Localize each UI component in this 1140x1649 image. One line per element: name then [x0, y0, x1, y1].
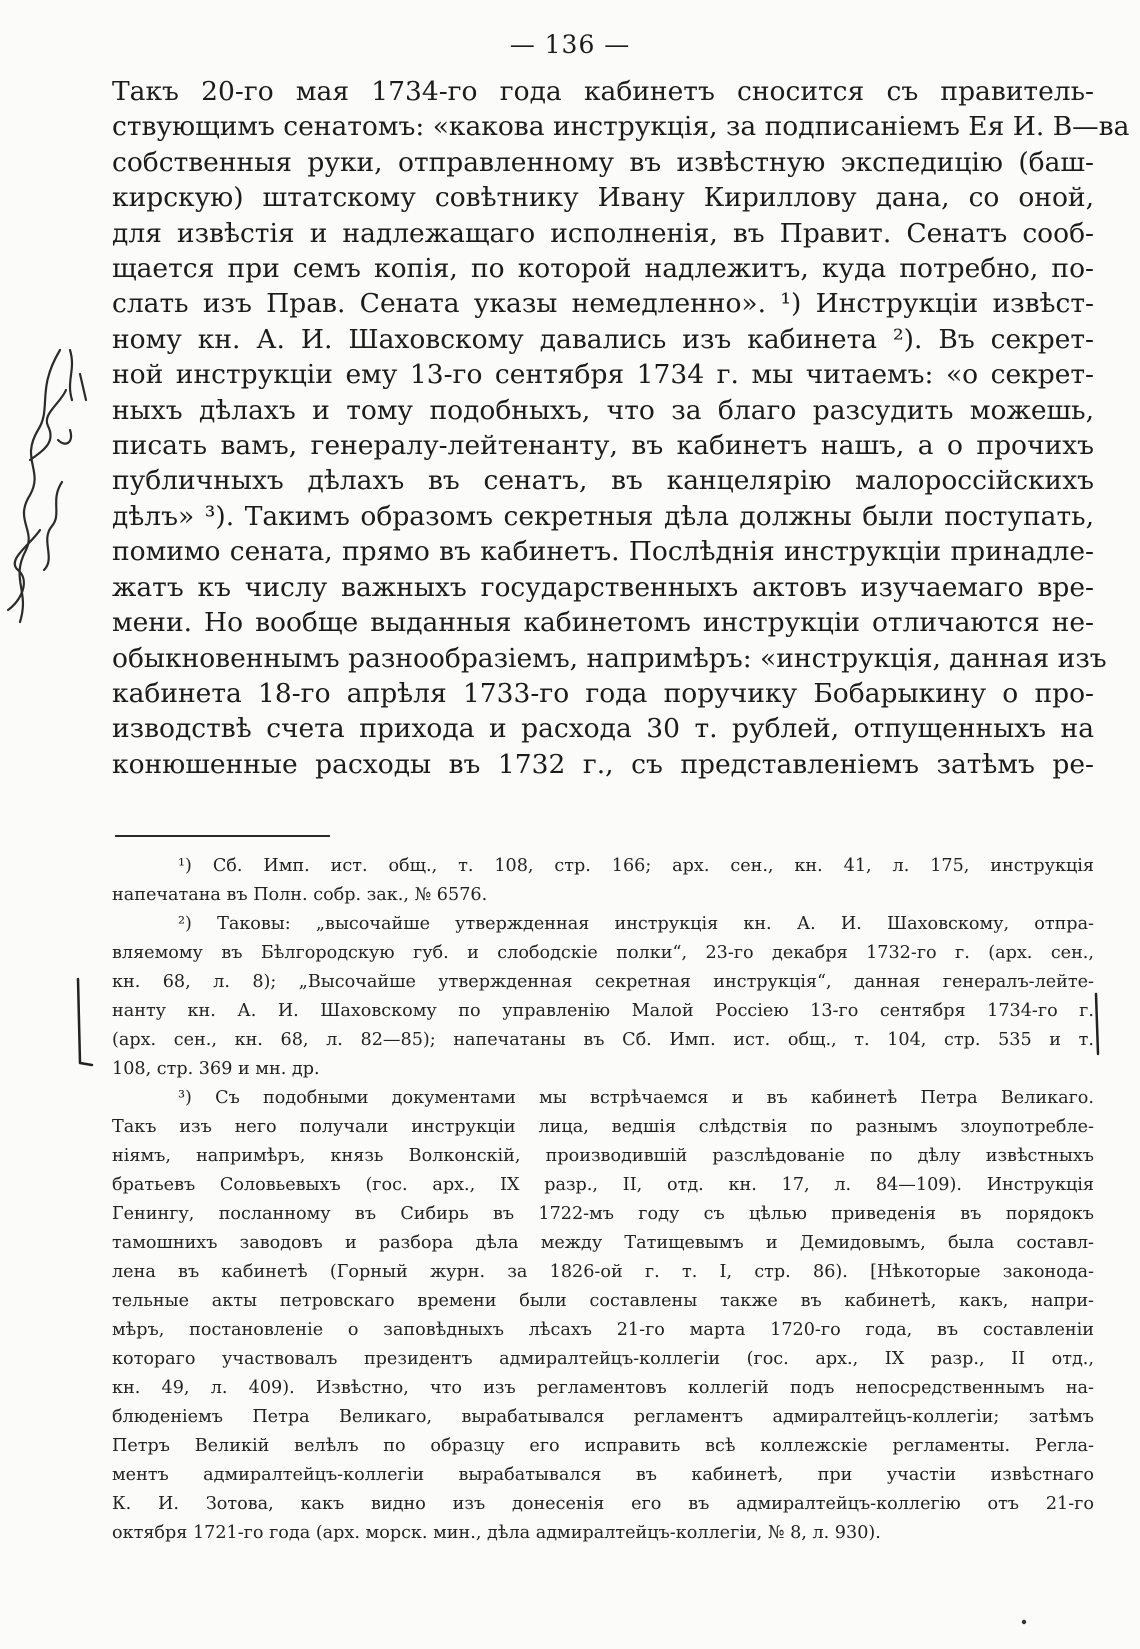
footnote-line: блюденіемъ Петра Великаго, вырабатывался регламентъ адмиралтейцъ-коллегіи; затѣмъ	[112, 1407, 1094, 1427]
text-line: писать вамъ, генералу-лейтенанту, въ кабинетъ нашъ, а о прочихъ	[112, 430, 1094, 462]
footnote-line: братьевъ Соловьевыхъ (гос. арх., IX разр., II, отд. кн. 17, л. 84—109). Инструкція	[112, 1175, 1094, 1195]
footnote-line: К. И. Зотова, какъ видно изъ донесенія его въ адмиралтейцъ-коллегію отъ 21-го	[112, 1494, 1094, 1514]
footnote-line: 108, стр. 369 и мн. др.	[112, 1059, 320, 1079]
text-line: собственныя руки, отправленному въ извѣстную экспедицію (баш-	[112, 146, 1094, 178]
text-line: ствующимъ сенатомъ: «какова инструкція, за подписаніемъ Ея И. В—ва	[112, 111, 1130, 143]
footnote-line: кн. 68, л. 8); „Высочайше утвержденная секретная инструкція“, данная генералъ-лейте-	[112, 972, 1094, 992]
footnote-line: напечатана въ Полн. собр. зак., № 6576.	[112, 885, 488, 905]
text-line: щается при семъ копія, по которой надлежитъ, куда потребно, по-	[112, 253, 1094, 285]
text-line: кирскую) штатскому совѣтнику Ивану Кириллову дана, со оной,	[112, 182, 1094, 214]
footnote-line: мѣръ, постановленіе о заповѣдныхъ лѣсахъ 21-го марта 1720-го года, въ составленіи	[112, 1320, 1094, 1340]
text-line: для извѣстія и надлежащаго исполненія, въ Правит. Сенатъ сооб-	[112, 217, 1094, 249]
footnote-line: тамошнихъ заводовъ и разбора дѣла между Татищевымъ и Демидовымъ, была составл-	[112, 1233, 1094, 1253]
text-line: дѣлъ» ³). Такимъ образомъ секретныя дѣла должны были поступать,	[112, 500, 1094, 532]
footnote-line: котораго участвовалъ президентъ адмиралтейцъ-коллегіи (гос. арх., IX разр., II отд.,	[112, 1349, 1094, 1369]
footnote-line: ²) Таковы: „высочайше утвержденная инструкція кн. А. И. Шаховскому, отпра-	[178, 914, 1094, 934]
ink-dot	[1020, 1618, 1028, 1626]
text-line: обыкновеннымъ разнообразіемъ, напримѣръ: «инструкція, данная изъ	[112, 642, 1107, 674]
text-line: изводствѣ счета прихода и расхода 30 т. рублей, отпущенныхъ на	[112, 713, 1094, 745]
footnote-line: ¹) Сб. Имп. ист. общ., т. 108, стр. 166; арх. сен., кн. 41, л. 175, инструкція	[178, 856, 1094, 876]
text-line: помимо сената, прямо въ кабинетъ. Послѣднія инструкціи принадле-	[112, 536, 1094, 568]
text-line: слать изъ Прав. Сената указы немедленно». ¹) Инструкціи извѣст-	[112, 288, 1094, 320]
footnote-line: Такъ изъ него получали инструкціи лица, ведшія слѣдствія по разнымъ злоупотребле-	[112, 1117, 1094, 1137]
text-line: жатъ къ числу важныхъ государственныхъ актовъ изучаемаго вре-	[112, 571, 1094, 603]
footnote-line: вляемому въ Бѣлгородскую губ. и слободскіе полки“, 23-го декабря 1732-го г. (арх. сен.,	[112, 943, 1094, 963]
footnote-line: тельные акты петровскаго времени были составлены также въ кабинетѣ, какъ, напри-	[112, 1291, 1094, 1311]
footnote-line: ментъ адмиралтейцъ-коллегіи вырабатывался въ кабинетѣ, при участіи извѣстнаго	[112, 1465, 1094, 1485]
main-text	[112, 74, 1130, 782]
text-line: ной инструкціи ему 13-го сентября 1734 г. мы читаемъ: «о секрет-	[112, 359, 1094, 391]
text-line: конюшенные расходы въ 1732 г., съ представленіемъ затѣмъ ре-	[112, 748, 1094, 780]
margin-bracket-right	[1088, 990, 1108, 1060]
footnote-line: (арх. сен., кн. 68, л. 82—85); напечатаны въ Сб. Имп. ист. общ., т. 104, стр. 535 и т.	[112, 1030, 1094, 1050]
text-line: ныхъ дѣлахъ и тому подобныхъ, что за благо разсудить можешь,	[112, 394, 1094, 426]
footnote-line: кн. 49, л. 409). Извѣстно, что изъ регламентовъ коллегій подъ непосредственнымъ на-	[112, 1378, 1094, 1398]
footnotes	[112, 852, 1094, 1548]
footnote-line: октября 1721-го года (арх. морск. мин., дѣла адмиралтейцъ-коллегіи, № 8, л. 930).	[112, 1523, 881, 1543]
page-number: — 136 —	[509, 30, 631, 59]
footnote-line: Петръ Великій велѣлъ по образцу его исправить всѣ коллежскіе регламенты. Регла-	[112, 1436, 1094, 1456]
handwritten-signature	[0, 330, 90, 640]
footnote-1	[112, 852, 1094, 910]
footnote-3	[112, 1084, 1094, 1548]
footnote-2	[112, 910, 1094, 1084]
text-line: кабинета 18-го апрѣля 1733-го года поручику Бобарыкину о про-	[112, 677, 1094, 709]
footnote-separator	[115, 835, 330, 837]
footnote-line: лена въ кабинетѣ (Горный журн. за 1826-ой г. т. I, стр. 86). [Нѣкоторые законода-	[112, 1262, 1094, 1282]
footnote-line: Генингу, посланному въ Сибирь въ 1722-мъ году съ цѣлью приведенія въ порядокъ	[112, 1204, 1094, 1224]
text-line: мени. Но вообще выданныя кабинетомъ инструкціи отличаются не-	[112, 607, 1094, 639]
text-line: публичныхъ дѣлахъ въ сенатъ, въ канцелярію малороссійскихъ	[112, 465, 1094, 497]
footnote-line: нанту кн. А. И. Шаховскому по управленію Малой Россіею 13-го сентября 1734-го г.	[112, 1001, 1094, 1021]
text-line: Такъ 20-го мая 1734-го года кабинетъ сносится съ правитель-	[112, 76, 1094, 107]
text-line: ному кн. А. И. Шаховскому давались изъ кабинета ²). Въ секрет-	[112, 323, 1094, 355]
footnote-line: ³) Съ подобными документами мы встрѣчаемся и въ кабинетѣ Петра Великаго.	[178, 1088, 1094, 1108]
footnote-line: ніямъ, напримѣръ, князь Волконскій, производившій разслѣдованіе по дѣлу извѣстныхъ	[112, 1146, 1094, 1166]
margin-bracket-left	[68, 975, 98, 1070]
